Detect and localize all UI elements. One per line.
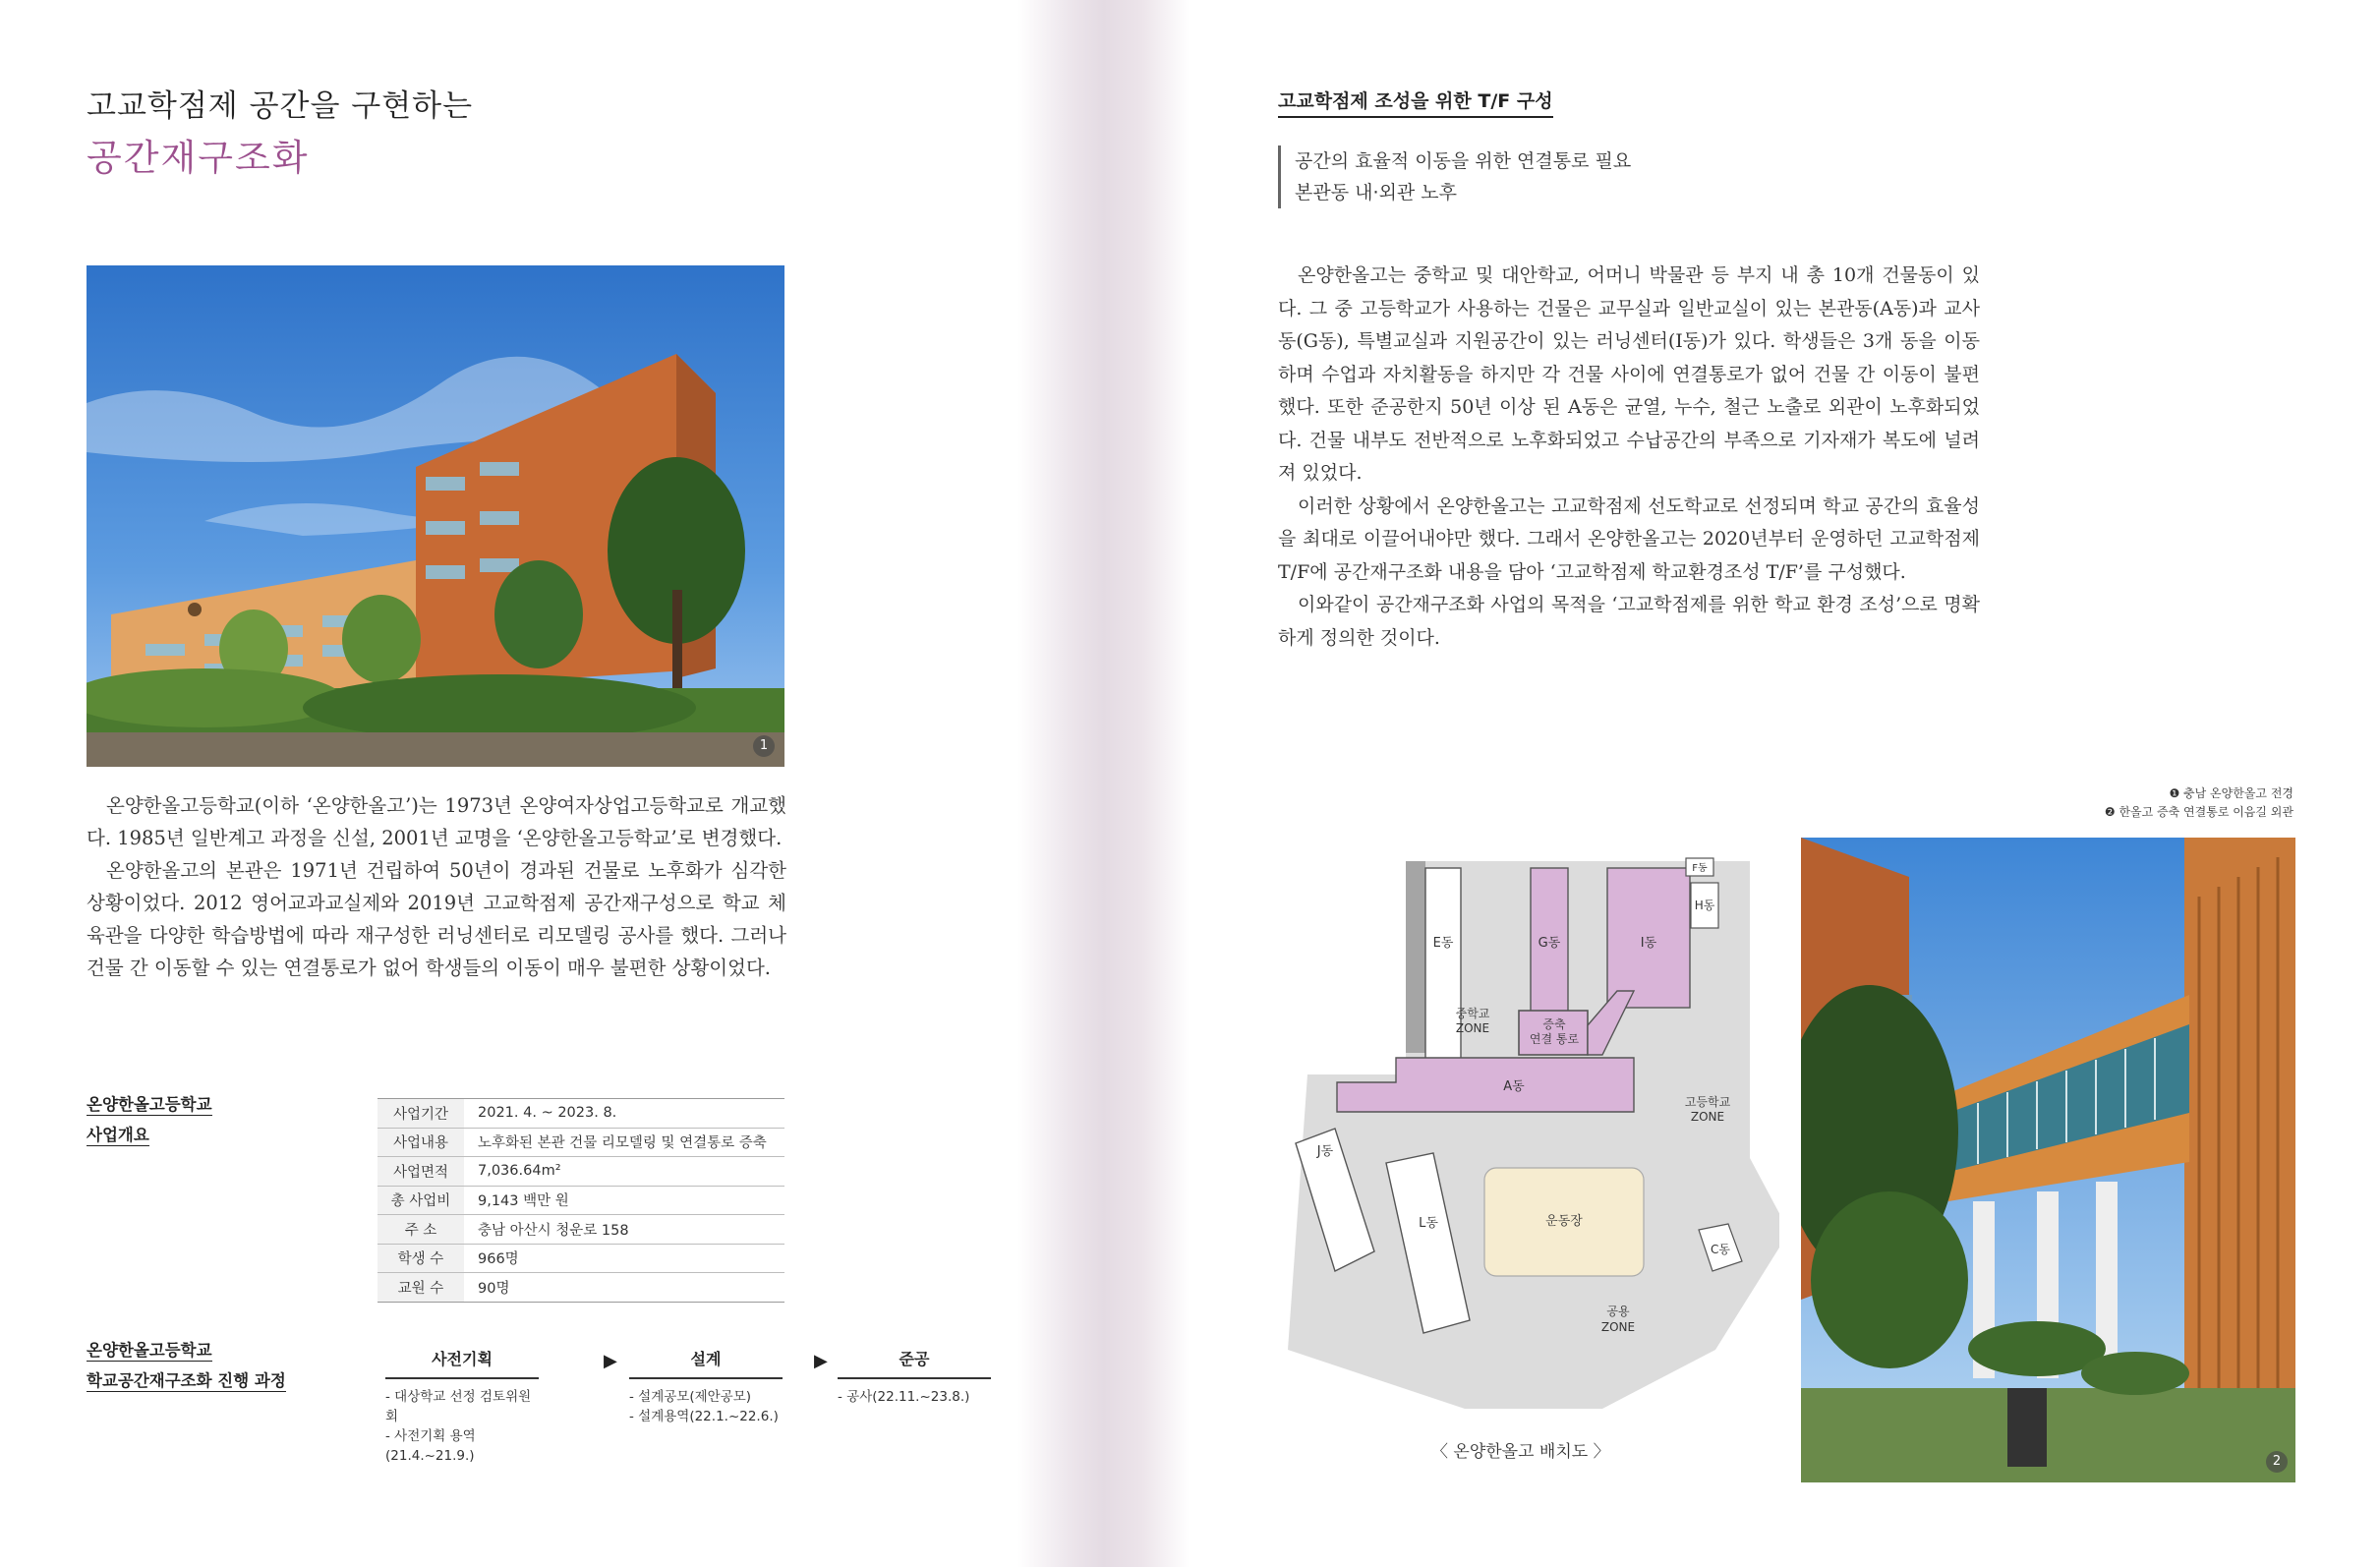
table-row: 총 사업비 9,143 백만 원 bbox=[377, 1186, 784, 1215]
process-item: - 공사(22.11.~23.8.) bbox=[838, 1389, 970, 1405]
svg-text:J동: J동 bbox=[1316, 1144, 1334, 1159]
table-row: 사업면적 7,036.64m² bbox=[377, 1157, 784, 1187]
process-item: - 설계용역(22.1.~22.6.) bbox=[629, 1409, 779, 1424]
left-page bbox=[0, 0, 1017, 1567]
campus-site-map bbox=[1278, 839, 1779, 1409]
quote-line: 본관동 내·외관 노후 bbox=[1295, 182, 1457, 203]
section-heading: 고교학점제 조성을 위한 T/F 구성 bbox=[1278, 87, 1553, 113]
svg-text:F동: F동 bbox=[1692, 863, 1708, 874]
svg-text:L동: L동 bbox=[1419, 1216, 1438, 1231]
process-stage-planning bbox=[385, 1347, 539, 1466]
summary-quote bbox=[1278, 145, 1631, 208]
building-e bbox=[1425, 868, 1461, 1082]
process-stage-title: 설계 bbox=[629, 1347, 783, 1379]
table-row: 주 소 충남 아산시 청운로 158 bbox=[377, 1215, 784, 1245]
tf-paragraph: 이러한 상황에서 온양한올고는 고교학점제 선도학교로 선정되며 학교 공간의 효율성을 최대로 이끌어내야만 했다. 그래서 온양한올고는 2020년부터 운영하던 고교학점제 T/F에 공간재구조화 내용을 담아 ‘고교학점제 학교환경조성 T/F’를 구성했다. bbox=[1278, 494, 1980, 583]
intro-paragraph: 온양한올고등학교(이하 ‘온양한올고’)는 1973년 온양여자상업고등학교로 개교했다. 1985년 일반계고 과정을 신설, 2001년 교명을 ‘온양한올고등학교’로 변경했다. bbox=[87, 794, 786, 849]
table-row: 사업내용 노후화된 본관 건물 리모델링 및 연결통로 증축 bbox=[377, 1128, 784, 1157]
svg-text:고등학교: 고등학교 bbox=[1684, 1095, 1731, 1109]
quote-line: 공간의 효율적 이동을 위한 연결통로 필요 bbox=[1295, 150, 1632, 172]
process-stage-design bbox=[629, 1347, 783, 1426]
photo-captions bbox=[1838, 784, 2293, 822]
tf-paragraph: 이와같이 공간재구조화 사업의 목적을 ‘고교학점제를 위한 학교 환경 조성’으로 명확하게 정의한 것이다. bbox=[1278, 594, 1980, 649]
tf-body-text bbox=[1278, 260, 1980, 655]
svg-text:연결 통로: 연결 통로 bbox=[1529, 1032, 1580, 1046]
process-item: - 설계공모(제안공모) bbox=[629, 1389, 752, 1405]
table-row: 교원 수 90명 bbox=[377, 1273, 784, 1303]
svg-text:운동장: 운동장 bbox=[1545, 1214, 1583, 1229]
process-item: - 대상학교 선정 검토위원회 bbox=[385, 1389, 532, 1424]
process-stage-title: 준공 bbox=[838, 1347, 991, 1379]
process-item: - 사전기획 용역(21.4.~21.9.) bbox=[385, 1428, 476, 1464]
svg-text:ZONE: ZONE bbox=[1690, 1110, 1725, 1124]
svg-text:중학교: 중학교 bbox=[1455, 1007, 1490, 1020]
school-illustration bbox=[87, 265, 784, 767]
photo-number-badge: 1 bbox=[753, 735, 775, 757]
svg-text:G동: G동 bbox=[1538, 936, 1561, 951]
svg-text:E동: E동 bbox=[1432, 936, 1454, 951]
svg-text:A동: A동 bbox=[1503, 1079, 1525, 1094]
middle-school-bar bbox=[1406, 861, 1425, 1053]
photo-caption: ❶ 충남 온양한올고 전경 bbox=[2169, 786, 2293, 800]
photo-number-badge: 2 bbox=[2266, 1451, 2288, 1473]
tf-paragraph: 온양한올고는 중학교 및 대안학교, 어머니 박물관 등 부지 내 총 10개 건물동이 있다. 그 중 고등학교가 사용하는 건물은 교무실과 일반교실이 있는 본관동(A동)과 교사동(G동), 특별교실과 지원공간이 있는 러닝센터(I동)가 있다. 학생들은 3개 동을 이동하며 수업과 자치활동을 하지만 각 건물 사이에 연결통로가 없어 건물 간 이동이 불편했다. 또한 준공한지 50년 이상 된 A동은 균열, 누수, 철근 노출로 외관이 노후화되었다. 건물 내부도 전반적으로 노후화되었고 수납공간의 부족으로 기자재가 복도에 널려져 있었다. bbox=[1278, 264, 1980, 484]
intro-body-text bbox=[87, 789, 786, 984]
svg-text:증축: 증축 bbox=[1542, 1017, 1566, 1031]
passage-illustration bbox=[1801, 838, 2295, 1482]
building-a bbox=[1337, 1058, 1634, 1112]
svg-text:I동: I동 bbox=[1640, 936, 1657, 951]
svg-text:공용: 공용 bbox=[1606, 1305, 1630, 1318]
project-overview-table bbox=[377, 1098, 784, 1303]
site-plan-diagram bbox=[1278, 839, 1779, 1409]
school-exterior-photo bbox=[87, 265, 784, 767]
svg-text:H동: H동 bbox=[1694, 899, 1715, 912]
intro-paragraph: 온양한올고의 본관은 1971년 건립하여 50년이 경과된 건물로 노후화가 심각한 상황이었다. 2012 영어교과교실제와 2019년 고교학점제 공간재구성으로 학교 체육관을 다양한 학습방법에 따라 재구성한 러닝센터로 리모델링 공사를 했다. 그러나 건물 간 이동할 수 있는 연결통로가 없어 학생들의 이동이 매우 불편한 상황이었다. bbox=[87, 859, 786, 979]
photo-caption: ❷ 한올고 증축 연결통로 이음길 외관 bbox=[2104, 805, 2293, 819]
site-map-caption: 〈 온양한올고 배치도 〉 bbox=[1431, 1442, 1610, 1462]
table-row: 사업기간 2021. 4. ~ 2023. 8. bbox=[377, 1099, 784, 1129]
process-stage-completion bbox=[838, 1347, 991, 1407]
overview-label: 온양한올고등학교 사업개요 bbox=[87, 1095, 212, 1144]
process-label: 온양한올고등학교 학교공간재구조화 진행 과정 bbox=[87, 1341, 286, 1390]
arrow-right-icon: ▶ bbox=[604, 1351, 617, 1371]
book-gutter bbox=[1017, 0, 1190, 1567]
arrow-right-icon: ▶ bbox=[814, 1351, 828, 1371]
svg-text:ZONE: ZONE bbox=[1600, 1320, 1636, 1334]
page-kicker: 고교학점제 공간을 구현하는 bbox=[87, 88, 474, 124]
connection-passage-photo bbox=[1801, 838, 2295, 1482]
svg-text:ZONE: ZONE bbox=[1455, 1021, 1490, 1035]
page-title: 공간재구조화 bbox=[87, 137, 310, 179]
table-row: 학생 수 966명 bbox=[377, 1244, 784, 1273]
process-stage-title: 사전기획 bbox=[385, 1347, 539, 1379]
svg-text:C동: C동 bbox=[1711, 1243, 1730, 1256]
